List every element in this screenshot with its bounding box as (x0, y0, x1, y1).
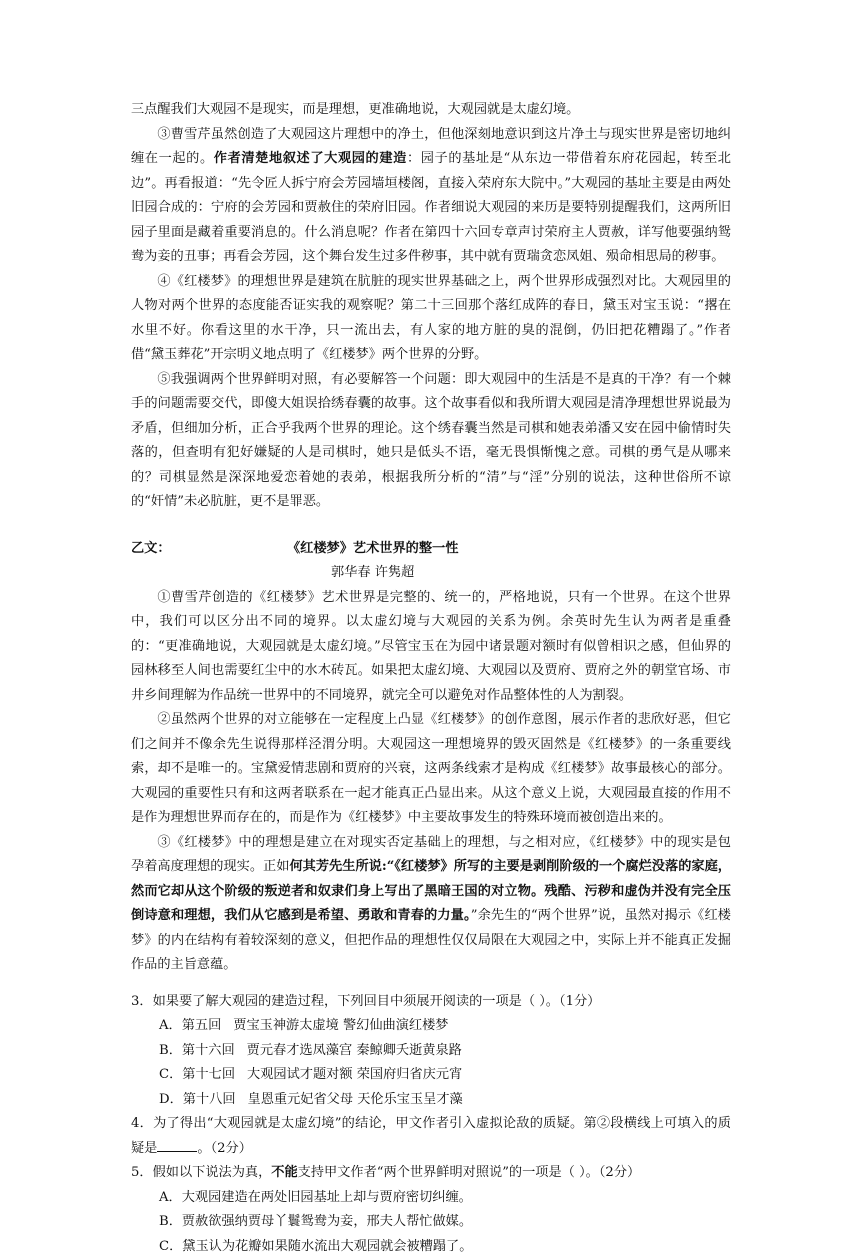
question-5-option-c: C．黛玉认为花瓣如果随水流出大观园就会被糟蹋了。 (131, 1235, 731, 1259)
yi-authors: 郭华春 许隽超 (131, 561, 731, 586)
section-gap (131, 515, 731, 537)
yi-label: 乙文： (131, 537, 171, 562)
option-c-label: C．第十七回 (159, 1067, 235, 1082)
option-b-label: B．第十六回 (159, 1043, 235, 1058)
jia-p3-bold: 作者清楚地叙述了大观园的建造 (214, 151, 407, 166)
question-4-text-a: 4．为了得出“大观园就是太虚幻境”的结论，甲文作者引入虚拟论敌的质疑。第②段横线上可填入的质疑是 (131, 1116, 731, 1156)
yi-paragraph-1: ①曹雪芹创造的《红楼梦》艺术世界是完整的、统一的，严格地说，只有一个世界。在这个世界中，我们可以区分出不同的境界。以太虚幻境与大观园的关系为例。余英时先生认为两者是重叠的：“更准确地说，大观园就是太虚幻境。”尽管宝玉在为园中诸景题对额时有似曾相识之感，但仙界的园林移至人间也需要红尘中的水木砖瓦。如果把太虚幻境、大观园以及贾府、贾府之外的朝堂官场、市井乡间理解为作品统一世界中的不同境界，就完全可以避免对作品整体性的人为割裂。 (131, 586, 731, 709)
yi-title: 《红楼梦》艺术世界的整一性 (287, 537, 458, 562)
jia-p3-text-a: ③曹雪芹虽然创造了大观园这片理想中的净土，但他深刻地意识到这片净土与现实世界是密切地纠缠在一起的。 (131, 127, 731, 167)
yi-paragraph-3 (131, 831, 731, 978)
yi-p3-text-b: ”余先生的“两个世界”说，虽然对揭示《红楼梦》的内在结构有着较深刻的意义，但把作品的理想性仅仅局限在大观园之中，实际上并不能真正发掘作品的主旨意蕴。 (131, 908, 731, 972)
option-d-text: 皇恩重元妃省父母 天伦乐宝玉呈才藻 (248, 1092, 463, 1107)
question-3-option (131, 1039, 731, 1064)
option-a-label: A．第五回 (159, 1018, 221, 1033)
jia-p3-text-b: ：园子的基址是“从东边一带借着东府花园起，转至北边”。再看报道：“先令匠人拆宁府会芳园墙垣楼阁，直接入荣府东大院中。”大观园的基址主要是由两处旧园合成的：宁府的会芳园和贾赦住的荣府旧园。作者细说大观园的来历是要特别提醒我们，这两所旧园子里面是藏着重要消息的。什么消息呢？作者在第四十六回专章声讨荣府主人贾赦，详写他要强纳鸳鸯为妾的丑事；再看会芳园，这个舞台发生过多件秽事，其中就有贾瑞贪恋凤姐、殒命相思局的秽事。 (131, 151, 731, 264)
document-page (131, 98, 731, 1259)
question-5-option-a: A．大观园建造在两处旧园基址上却与贾府密切纠缠。 (131, 1186, 731, 1211)
yi-paragraph-2: ②虽然两个世界的对立能够在一定程度上凸显《红楼梦》的创作意图，展示作者的悲欣好恶，但它们之间并不像余先生说得那样泾渭分明。大观园这一理想境界的毁灭固然是《红楼梦》的一条重要线索，却不是唯一的。宝黛爱情悲剧和贾府的兴衰，这两条线索才是构成《红楼梦》故事最核心的部分。大观园的重要性只有和这两者联系在一起才能真正凸显出来。从这个意义上说，大观园最直接的作用不是作为理想世界而存在的，而是作为《红楼梦》中主要故事发生的特殊环境而被创造出来的。 (131, 708, 731, 831)
option-b-text: 贾元春才选凤藻宫 秦鲸卿夭逝黄泉路 (247, 1043, 462, 1058)
option-c-text: 大观园试才题对额 荣国府归省庆元宵 (247, 1067, 462, 1082)
question-5-text-a: 5．假如以下说法为真， (131, 1165, 271, 1180)
question-5-stem (131, 1161, 731, 1186)
question-5-text-b: 支持甲文作者“两个世界鲜明对照说”的一项是（ ）。（2分） (298, 1165, 641, 1180)
question-3-option (131, 1014, 731, 1039)
option-d-label: D．第十八回 (159, 1092, 236, 1107)
question-4-stem (131, 1112, 731, 1161)
yi-header (131, 537, 731, 562)
answer-blank[interactable] (157, 1137, 197, 1152)
option-a-text: 贾宝玉神游太虚境 警幻仙曲演红楼梦 (233, 1018, 448, 1033)
question-3-stem: 3．如果要了解大观园的建造过程，下列回目中须展开阅读的一项是（ ）。（1分） (131, 990, 731, 1015)
jia-paragraph-3 (131, 123, 731, 270)
question-3-option (131, 1088, 731, 1113)
yi-p3-bold-quote: 何其芳先生所说:“《红楼梦》所写的主要是剥削阶级的一个腐烂没落的家庭，然而它却从这个阶级的叛逆者和奴隶们身上写出了黑暗王国的对立物。残酷、污秽和虚伪并没有完全压倒诗意和理想，我们从它感到是希望、勇敢和青春的力量。 (131, 859, 731, 923)
jia-paragraph-continuation: 三点醒我们大观园不是现实，而是理想，更准确地说，大观园就是太虚幻境。 (131, 98, 731, 123)
question-4-text-b: 。（2分） (197, 1141, 252, 1156)
question-5-option-b: B．贾赦欲强纳贾母丫鬟鸳鸯为妾，邢夫人帮忙做媒。 (131, 1210, 731, 1235)
jia-paragraph-4: ④《红楼梦》的理想世界是建筑在肮脏的现实世界基础之上，两个世界形成强烈对比。大观园里的人物对两个世界的态度能否证实我的观察呢？第二十三回那个落红成阵的春日，黛玉对宝玉说：“撂在水里不好。你看这里的水干净，只一流出去，有人家的地方脏的臭的混倒，仍旧把花糟蹋了。”作者借“黛玉葬花”开宗明义地点明了《红楼梦》两个世界的分野。 (131, 270, 731, 368)
question-3-option (131, 1063, 731, 1088)
question-5-emphasis: 不能 (271, 1165, 297, 1180)
yi-p3-text-a: ③《红楼梦》中的理想是建立在对现实否定基础上的理想，与之相对应，《红楼梦》中的现实是包孕着高度理想的现实。正如 (131, 835, 731, 875)
jia-paragraph-5: ⑤我强调两个世界鲜明对照，有必要解答一个问题：即大观园中的生活是不是真的干净？有一个棘手的问题需要交代，即傻大姐误拾绣春囊的故事。这个故事看似和我所谓大观园是清净理想世界说最为矛盾，但细加分析，正合乎我两个世界的理论。这个绣春囊当然是司棋和她表弟潘又安在园中偷情时失落的，但查明有犯好嫌疑的人是司棋时，她只是低头不语，毫无畏惧惭愧之意。司棋的勇气是从哪来的？司棋显然是深深地爱恋着她的表弟，根据我所分析的“清”与“淫”分别的说法，这种世俗所不谅的“奸情”未必肮脏，更不是罪恶。 (131, 368, 731, 515)
question-gap (131, 978, 731, 990)
